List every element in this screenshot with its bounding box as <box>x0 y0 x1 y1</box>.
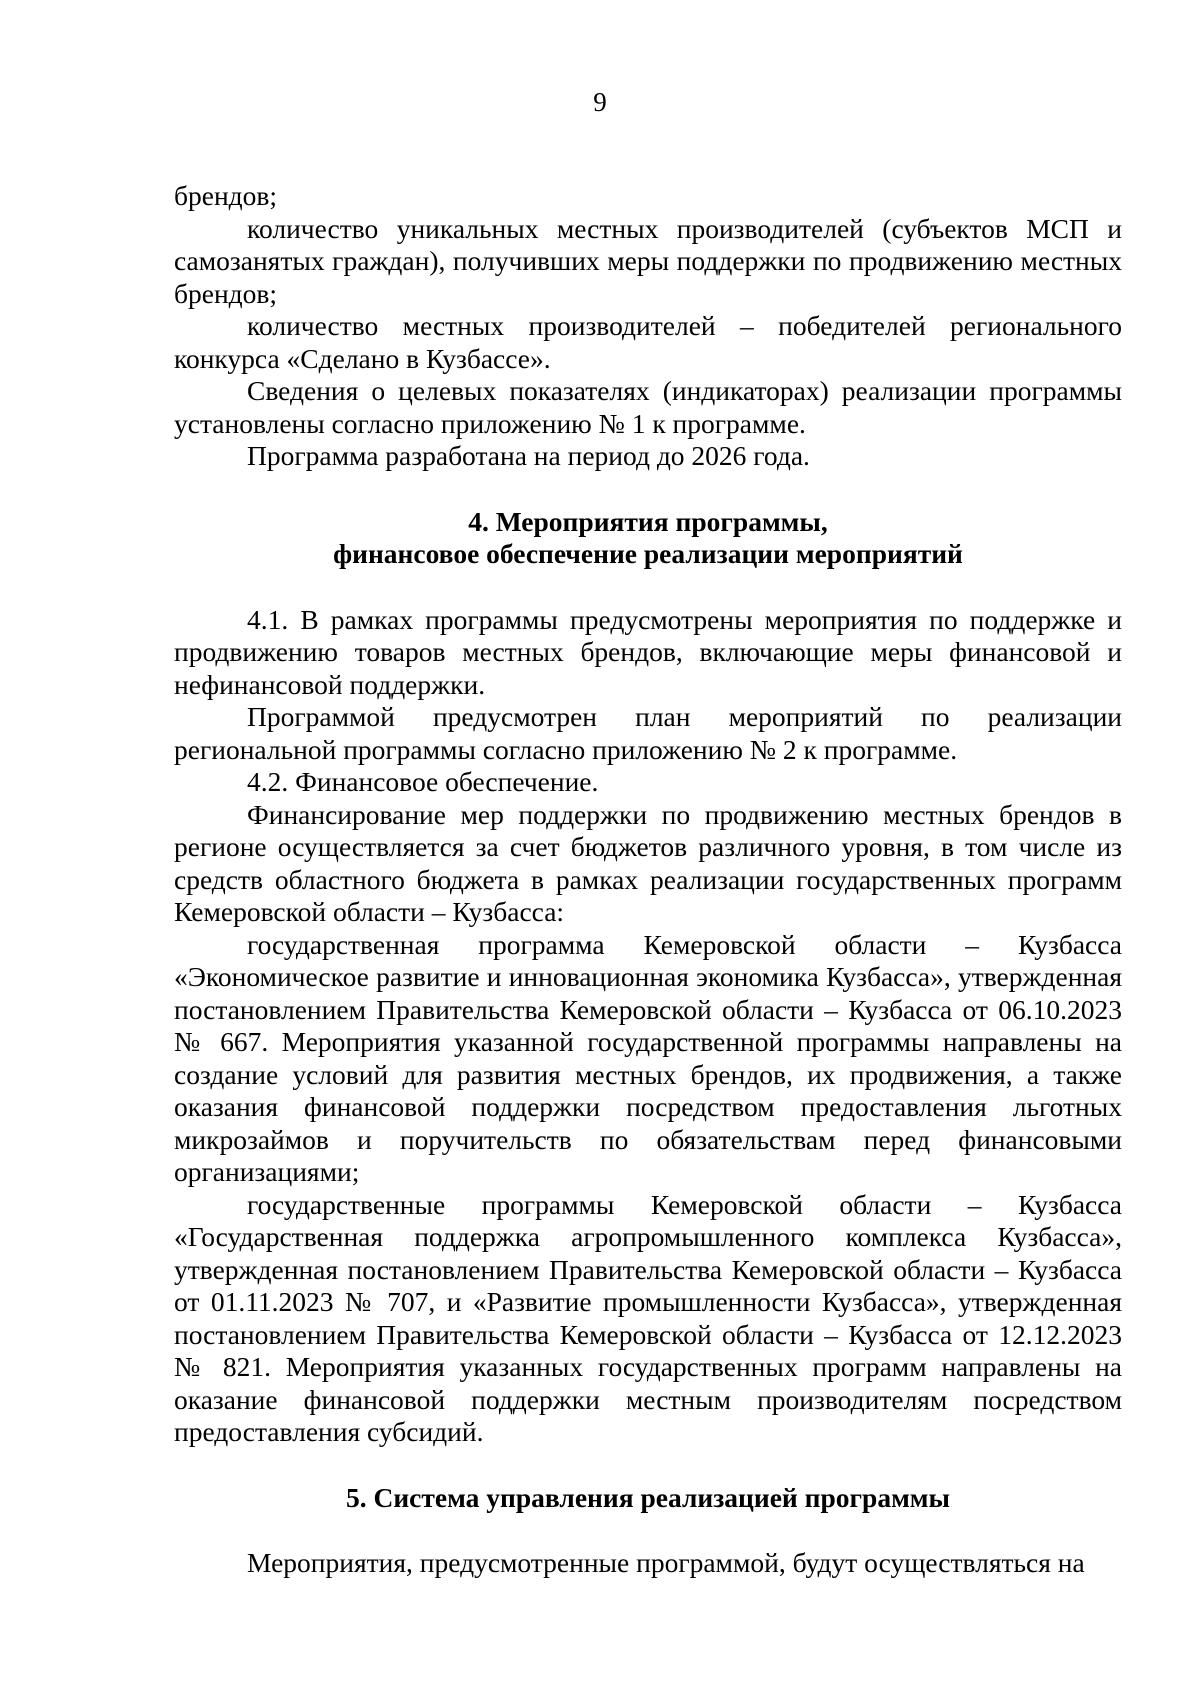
paragraph-4-2: 4.2. Финансовое обеспечение. <box>247 766 599 797</box>
page-number: 9 <box>593 87 607 117</box>
paragraph-contest-winners: количество местных производителей – победителей регионального конкурса «Сделано в Кузбассе». <box>174 310 1122 374</box>
section-4-heading <box>174 506 1122 571</box>
paragraph-state-program-667: государственная программа Кемеровской области – Кузбасса «Экономическое развитие и инновационная экономика Кузбасса», утвержденная постановлением Правительства Кемеровской области – Кузбасса от 06.10.2023 № 667. Мероприятия указанной государственной программы направлены на создание условий для развития местных брендов, их продвижения, а также оказания финансовой поддержки посредством предоставления льготных микрозаймов и поручительств по обязательствам перед финансовыми организациями; <box>174 928 1122 1187</box>
section-5-heading: 5. Система управления реализацией программы <box>345 1481 951 1513</box>
paragraph-section-5-start: Мероприятия, предусмотренные программой, будут осуществляться на <box>247 1547 1085 1578</box>
document-body <box>174 180 1122 1580</box>
paragraph-target-indicators: Сведения о целевых показателях (индикаторах) реализации программы установлены согласно приложению № 1 к программе. <box>174 375 1122 439</box>
section-4-heading-line-1: 4. Мероприятия программы, <box>468 505 828 537</box>
paragraph-financing: Финансирование мер поддержки по продвижению местных брендов в регионе осуществляется за счет бюджетов различного уровня, в том числе из средств областного бюджета в рамках реализации государственных программ Кемеровской области – Кузбасса: <box>174 798 1122 927</box>
paragraph-program-period: Программа разработана на период до 2026 года. <box>247 440 810 471</box>
section-4-heading-line-2: финансовое обеспечение реализации мероприятий <box>333 538 963 569</box>
paragraph-unique-producers: количество уникальных местных производителей (субъектов МСП и самозанятых граждан), получивших меры поддержки по продвижению местных брендов; <box>174 212 1122 309</box>
paragraph-action-plan: Программой предусмотрен план мероприятий по реализации региональной программы согласно приложению № 2 к программе. <box>174 701 1122 765</box>
paragraph-state-programs-707-821: государственные программы Кемеровской области – Кузбасса «Государственная поддержка агропромышленного комплекса Кузбасса», утвержденная постановлением Правительства Кемеровской области – Кузбасса от 01.11.2023 № 707, и «Развитие промышленности Кузбасса», утвержденная постановлением Правительства Кемеровской области – Кузбасса от 12.12.2023 № 821. Мероприятия указанных государственных программ направлены на оказание финансовой поддержки местным производителям посредством предоставления субсидий. <box>174 1188 1122 1447</box>
paragraph-4-1: 4.1. В рамках программы предусмотрены мероприятия по поддержке и продвижению товаров местных брендов, включающие меры финансовой и нефинансовой поддержки. <box>174 603 1122 700</box>
paragraph-brands-end: брендов; <box>174 180 278 211</box>
